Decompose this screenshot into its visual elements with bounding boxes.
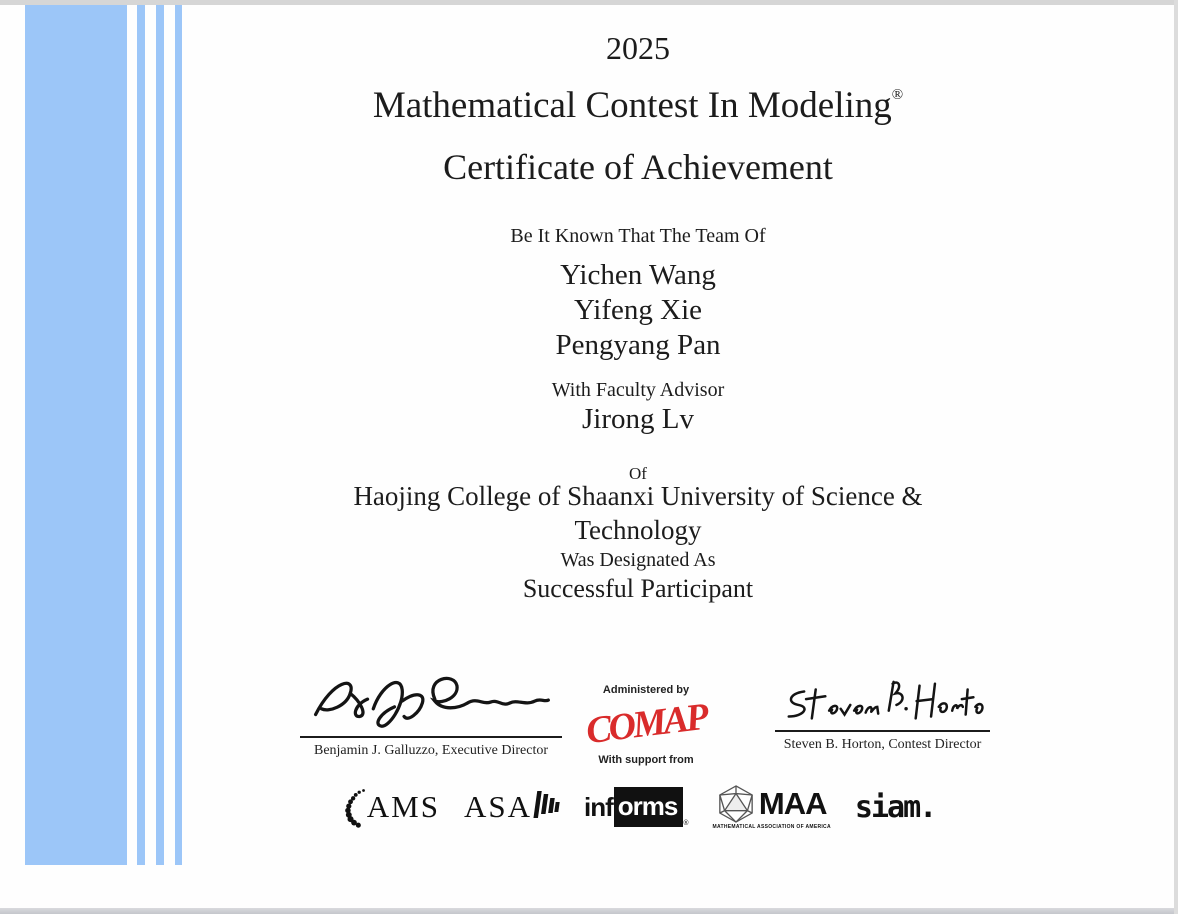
contest-title-text: Mathematical Contest In Modeling: [372, 85, 892, 126]
team-member-name: Yifeng Xie: [573, 294, 703, 326]
team-member-list: [190, 258, 1086, 363]
contest-director-caption: Steven B. Horton, Contest Director: [783, 737, 982, 752]
siam-logo: siam.: [854, 789, 936, 825]
asa-bars-icon: [531, 789, 562, 825]
contest-title: [190, 84, 1086, 127]
administered-by-label: Administered by: [602, 684, 690, 696]
signature-line: [775, 678, 990, 732]
informs-logo: [584, 787, 689, 827]
certificate-body: [190, 0, 1086, 914]
advisor-label: With Faculty Advisor: [551, 379, 725, 401]
ams-label: AMS: [366, 789, 440, 824]
ams-logo: [341, 785, 440, 829]
institution-name: Haojing College of Shaanxi University of Science & Technology: [353, 481, 923, 545]
maa-logo: [713, 785, 831, 830]
team-member-name: Pengyang Pan: [555, 329, 721, 361]
designation-label: Was Designated As: [560, 549, 716, 571]
border-stripe-thin-2: [156, 5, 164, 865]
border-stripe-thin-1: [137, 5, 145, 865]
executive-director-caption: Benjamin J. Galluzzo, Executive Director: [313, 743, 549, 758]
border-stripe-wide: [25, 5, 127, 865]
sponsor-logo-row: [190, 778, 1086, 836]
administered-by-block: [583, 684, 709, 766]
asa-logo: [464, 789, 560, 825]
certificate-subtitle: Certificate of Achievement: [443, 147, 833, 187]
registered-mark: ®: [891, 87, 904, 103]
support-from-label: With support from: [598, 754, 694, 766]
maa-label: MAA: [758, 785, 827, 821]
maa-caption: MATHEMATICAL ASSOCIATION OF AMERICA: [712, 823, 831, 830]
ams-dots-icon: [341, 785, 367, 829]
signature-galluzzo: [306, 672, 556, 734]
contest-year: 2025: [606, 30, 670, 66]
border-stripe-thin-3: [175, 5, 182, 865]
signature-horton: [777, 678, 989, 728]
signature-block-executive-director: [300, 672, 562, 759]
informs-registered-mark: ®: [683, 820, 689, 827]
team-member-name: Yichen Wang: [560, 259, 716, 291]
informs-label-right: orms: [614, 787, 684, 827]
signature-block-contest-director: [775, 678, 990, 753]
team-intro-label: Be It Known That The Team Of: [510, 225, 766, 247]
designation-result: Successful Participant: [522, 574, 754, 603]
maa-icosahedron-icon: [717, 785, 755, 823]
informs-label-left: inf: [584, 791, 613, 822]
asa-label: ASA: [463, 789, 532, 824]
advisor-name: Jirong Lv: [582, 403, 694, 435]
signature-line: [300, 672, 562, 738]
comap-logo: COMAP: [583, 695, 709, 753]
of-label: Of: [629, 464, 647, 483]
page-edge-right: [1174, 0, 1178, 914]
